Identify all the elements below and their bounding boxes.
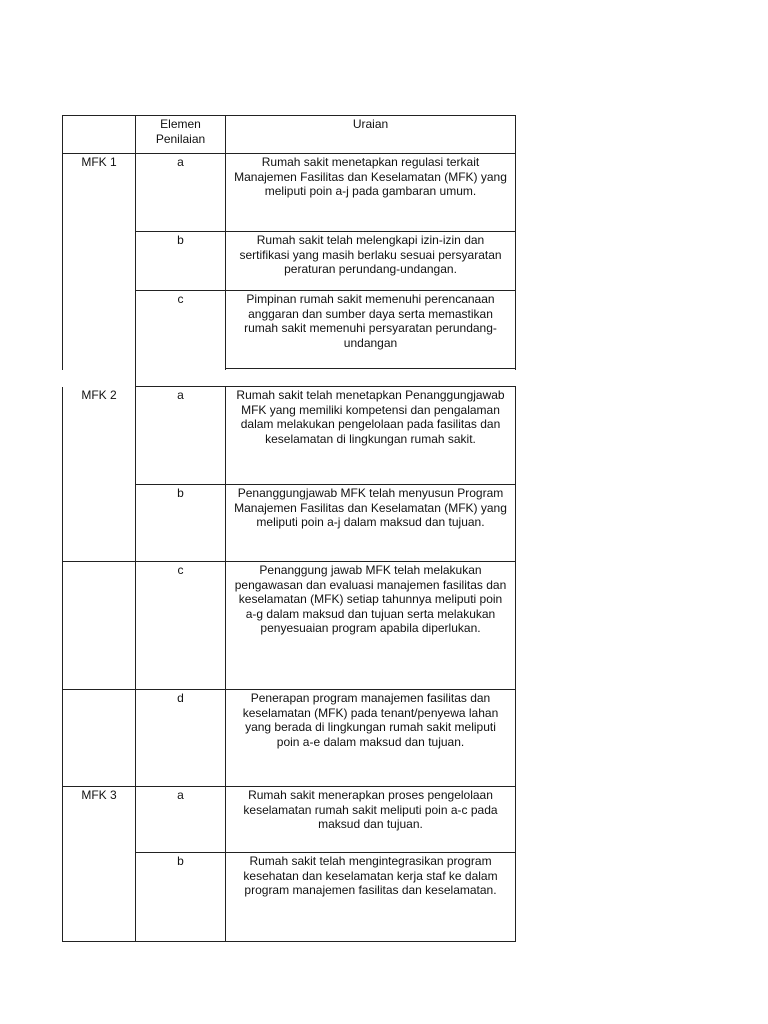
row-divider-mfk2-b [135,484,516,485]
table-border-bottom [62,941,516,942]
row-divider-mfk2-c [62,561,516,562]
row-divider-mfk2-d [62,689,516,690]
table-border-top [62,115,516,116]
header-description: Uraian [352,117,389,131]
row-divider-header [62,153,516,154]
standard-code: MFK 3 [81,788,117,802]
standard-code: MFK 2 [81,388,117,402]
element-description: Penanggungjawab MFK telah menyusun Program Manajemen Fasilitas dan Keselamatan (MFK) yang meliputi poin a-j dalam maksud dan tujuan. [234,486,507,529]
element-letter: a [177,155,184,169]
element-letter: c [177,292,184,306]
element-description: Penerapan program manajemen fasilitas dan keselamatan (MFK) pada tenant/penyewa lahan yang berada di lingkungan rumah sakit meliputi poin a-e dalam maksud dan tujuan. [242,691,499,749]
element-description: Penanggung jawab MFK telah melakukan pengawasan dan evaluasi manajemen fasilitas dan keselamatan (MFK) setiap tahunnya meliputi poin a-g dalam maksud dan tujuan serta melakukan penyesuaian program apabila diperlukan. [234,563,507,635]
row-divider-mfk1-end [225,368,516,369]
row-divider-gap [135,386,516,387]
element-letter: c [177,563,184,577]
element-description: Pimpinan rumah sakit memenuhi perencanaan anggaran dan sumber daya serta memastikan rumah sakit memenuhi persyaratan perundang- undangan [244,292,497,350]
table-border-left-bottom [62,387,63,942]
element-letter: b [177,486,184,500]
row-divider-mfk1-c [135,290,516,291]
element-description: Rumah sakit menerapkan proses pengelolaan keselamatan rumah sakit meliputi poin a-c pada maksud dan tujuan. [243,788,498,831]
standard-code: MFK 1 [81,155,117,169]
table-border-right-bottom [515,387,516,942]
row-divider-mfk3 [62,786,516,787]
element-letter: a [177,788,184,802]
element-description: Rumah sakit telah menetapkan Penanggungjawab MFK yang memiliki kompetensi dan pengalaman dalam melakukan pengelolaan pada fasilitas dan keselamatan di lingkungan rumah sakit. [236,388,505,446]
element-letter: d [177,691,184,705]
header-element: Elemen Penilaian [155,117,206,146]
element-letter: b [177,854,184,868]
element-letter: b [177,233,184,247]
row-divider-mfk3-b [135,852,516,853]
element-description: Rumah sakit menetapkan regulasi terkait Manajemen Fasilitas dan Keselamatan (MFK) yang meliputi poin a-j pada gambaran umum. [234,155,507,198]
element-description: Rumah sakit telah melengkapi izin-izin dan sertifikasi yang masih berlaku sesuai persyaratan peraturan perundang-undangan. [239,233,502,276]
element-letter: a [177,388,184,402]
element-description: Rumah sakit telah mengintegrasikan program kesehatan dan keselamatan kerja staf ke dalam program manajemen fasilitas dan keselamatan. [243,854,498,897]
row-divider-mfk1-b [135,231,516,232]
